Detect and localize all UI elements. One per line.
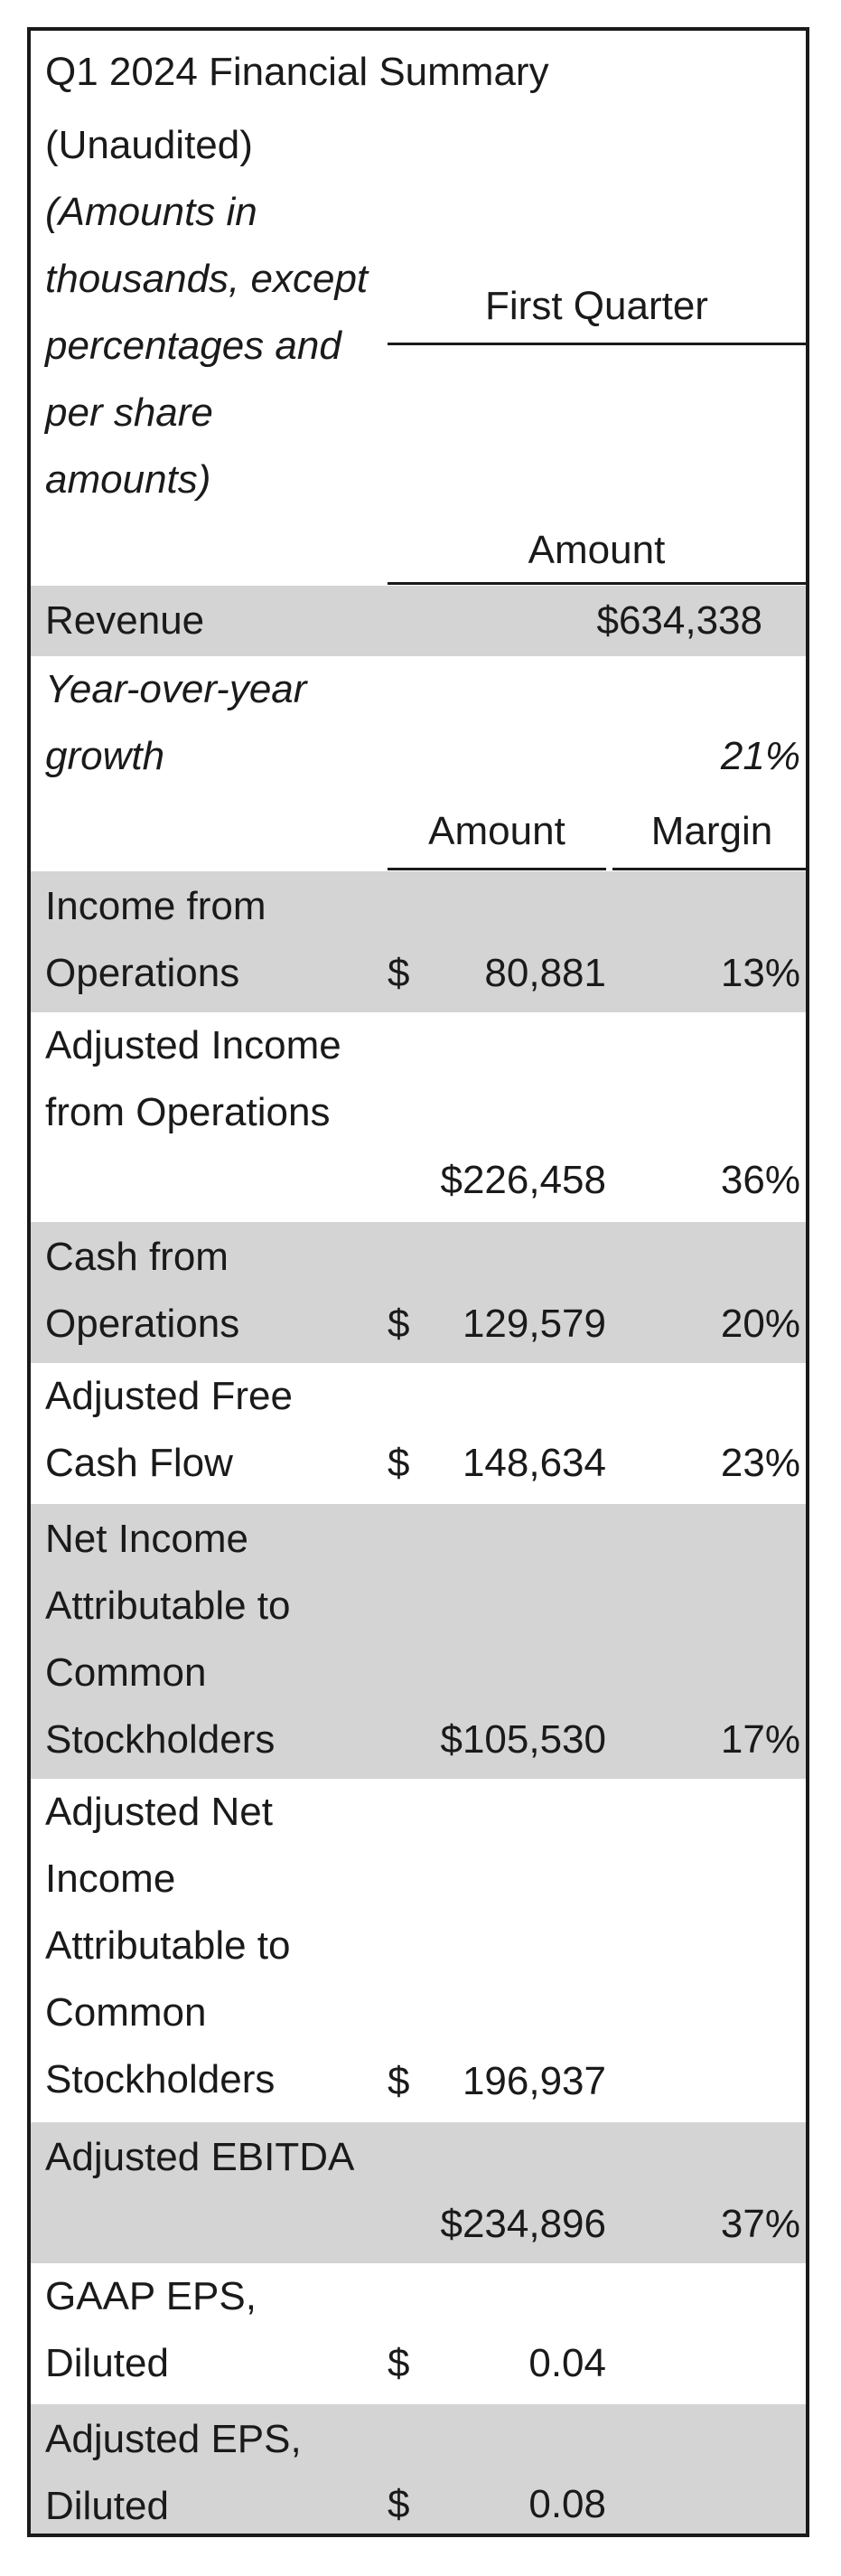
amount-underline: [388, 582, 806, 585]
table-row: [31, 1012, 806, 1222]
row-label: Adjusted Income from Operations: [45, 1023, 341, 1134]
growth-value: 21%: [720, 734, 800, 778]
table-row: [31, 1363, 806, 1504]
row-label: Net Income Attributable to Common Stockholders: [45, 1517, 291, 1762]
row-amount: $105,530: [440, 1717, 606, 1762]
row-label: Adjusted Free Cash Flow: [45, 1374, 293, 1485]
row-dollar-sign: $: [388, 2059, 410, 2103]
row-label: Adjusted Net Income Attributable to Common Stockholders: [45, 1790, 291, 2101]
amount-header: Amount: [528, 528, 666, 572]
growth-row: [31, 656, 806, 797]
financial-summary-table: [27, 27, 809, 2537]
table-row: [31, 1779, 806, 2122]
row-label: Adjusted EPS, Diluted: [45, 2417, 302, 2528]
row-margin: 13%: [720, 951, 800, 995]
row-label: Income from Operations: [45, 884, 266, 995]
revenue-row: [31, 586, 806, 656]
amount-subheader: Amount: [428, 809, 565, 853]
amounts-note: (Amounts in thousands, except percentages and per share amounts): [45, 190, 369, 502]
row-amount: 80,881: [484, 951, 606, 995]
row-margin: 37%: [720, 2202, 800, 2246]
row-amount: 196,937: [462, 2059, 606, 2103]
row-margin: 17%: [720, 1717, 800, 1762]
amount-subheader-underline: [388, 868, 606, 870]
revenue-label: Revenue: [45, 598, 205, 643]
row-margin: 36%: [720, 1158, 800, 1202]
period-underline: [388, 343, 806, 345]
table-row: [31, 2122, 806, 2263]
table-row: [31, 1504, 806, 1779]
row-dollar-sign: $: [388, 1441, 410, 1485]
growth-label: Year-over-year growth: [45, 667, 307, 778]
row-label: GAAP EPS, Diluted: [45, 2274, 257, 2385]
row-amount: 0.08: [528, 2482, 606, 2526]
row-amount: $226,458: [440, 1158, 606, 1202]
row-amount: $234,896: [440, 2202, 606, 2246]
row-label: Cash from Operations: [45, 1235, 240, 1346]
table-row: [31, 2263, 806, 2404]
row-amount: 129,579: [462, 1302, 606, 1346]
row-dollar-sign: $: [388, 951, 410, 995]
period-header: First Quarter: [485, 284, 708, 328]
row-amount: 0.04: [528, 2341, 606, 2385]
margin-subheader-underline: [612, 868, 806, 870]
row-amount: 148,634: [462, 1441, 606, 1485]
revenue-amount: $634,338: [596, 598, 762, 643]
row-margin: 20%: [720, 1302, 800, 1346]
table-row: [31, 2404, 806, 2534]
row-label: Adjusted EBITDA: [45, 2135, 355, 2179]
margin-subheader: Margin: [650, 809, 773, 853]
table-row: [31, 1222, 806, 1363]
unaudited-note: (Unaudited): [45, 123, 253, 167]
row-dollar-sign: $: [388, 1302, 410, 1346]
table-row: [31, 871, 806, 1012]
table-title: Q1 2024 Financial Summary: [45, 50, 549, 94]
row-dollar-sign: $: [388, 2482, 410, 2526]
row-margin: 23%: [720, 1441, 800, 1485]
row-dollar-sign: $: [388, 2341, 410, 2385]
